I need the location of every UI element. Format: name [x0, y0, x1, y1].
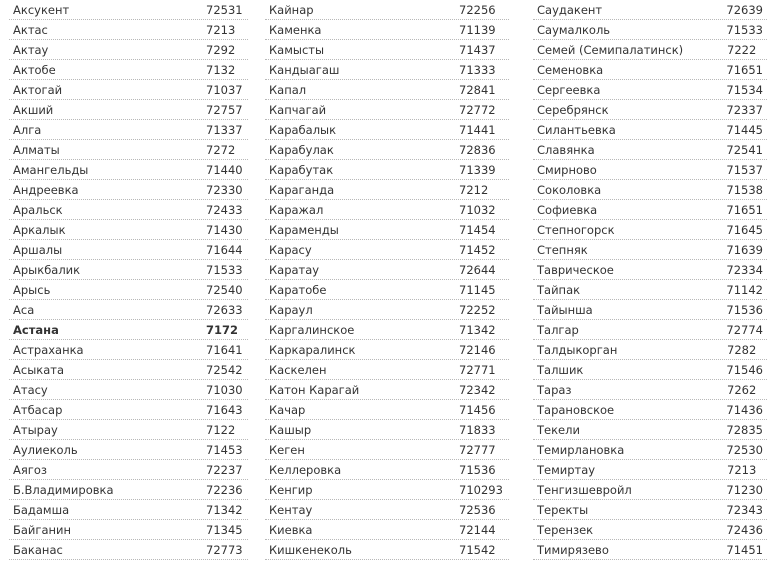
- directory-row: [9, 0, 248, 20]
- city-name: Аулиеколь: [13, 443, 78, 457]
- directory-row: [265, 20, 509, 40]
- directory-row: [265, 260, 509, 280]
- directory-row: [533, 540, 767, 560]
- city-name: Темиртау: [537, 463, 596, 477]
- directory-row: [9, 300, 248, 320]
- dialing-code: 72771: [459, 363, 496, 377]
- dialing-code: 71230: [726, 483, 763, 497]
- directory-row: [9, 460, 248, 480]
- city-name: Караганда: [269, 183, 335, 197]
- city-name: Арыкбалик: [13, 263, 81, 277]
- directory-row: [533, 120, 767, 140]
- city-name: Астана: [13, 323, 59, 337]
- city-name: Тайпак: [537, 283, 581, 297]
- directory-row: [9, 60, 248, 80]
- directory-row: [9, 240, 248, 260]
- directory-row: [533, 320, 767, 340]
- city-name: Бадамша: [13, 503, 70, 517]
- city-name: Андреевка: [13, 183, 79, 197]
- city-name: Аркалык: [13, 223, 66, 237]
- city-name: Тараз: [537, 383, 572, 397]
- directory-row: [9, 540, 248, 560]
- directory-row: [533, 480, 767, 500]
- directory-row: [533, 0, 767, 20]
- dialing-code: 71538: [726, 183, 763, 197]
- dialing-code: 72541: [726, 143, 763, 157]
- dialing-code: 72252: [459, 303, 496, 317]
- city-name: Степняк: [537, 243, 588, 257]
- directory-row: [9, 420, 248, 440]
- dialing-code: 71651: [726, 203, 763, 217]
- directory-column-3: [533, 0, 767, 560]
- dialing-code: 72772: [459, 103, 496, 117]
- city-name: Тайынша: [537, 303, 593, 317]
- dialing-code: 72337: [726, 103, 763, 117]
- dialing-code: 71441: [459, 123, 496, 137]
- dialing-code: 71139: [459, 23, 496, 37]
- city-name: Карасу: [269, 243, 312, 257]
- city-name: Караменды: [269, 223, 339, 237]
- city-name: Каражал: [269, 203, 324, 217]
- city-name: Талгар: [537, 323, 579, 337]
- dialing-code: 7132: [206, 63, 236, 77]
- directory-row: [533, 460, 767, 480]
- dialing-code: 71145: [459, 283, 496, 297]
- city-name: Тенгизшевройл: [537, 483, 632, 497]
- dialing-code: 71533: [206, 263, 243, 277]
- dialing-code: 71437: [459, 43, 496, 57]
- dialing-code: 71339: [459, 163, 496, 177]
- dialing-code: 72841: [459, 83, 496, 97]
- dialing-code: 72639: [726, 3, 763, 17]
- city-name: Караул: [269, 303, 313, 317]
- city-name: Камысты: [269, 43, 325, 57]
- city-name: Атасу: [13, 383, 48, 397]
- city-name: Аягоз: [13, 463, 47, 477]
- city-name: Тарановское: [537, 403, 615, 417]
- dialing-code: 71534: [726, 83, 763, 97]
- directory-row: [265, 140, 509, 160]
- dialing-code: 72542: [206, 363, 243, 377]
- city-name: Талдыкорган: [537, 343, 618, 357]
- city-name: Кентау: [269, 503, 313, 517]
- directory-row: [9, 260, 248, 280]
- dialing-code: 72633: [206, 303, 243, 317]
- dialing-code: 72836: [459, 143, 496, 157]
- city-name: Акший: [13, 103, 54, 117]
- dialing-code: 71333: [459, 63, 496, 77]
- dialing-code: 72777: [459, 443, 496, 457]
- dialing-code: 71639: [726, 243, 763, 257]
- directory-row: [265, 340, 509, 360]
- city-name: Семеновка: [537, 63, 604, 77]
- city-name: Каратобе: [269, 283, 327, 297]
- dialing-code: 71451: [726, 543, 763, 557]
- city-name: Катон Карагай: [269, 383, 360, 397]
- dialing-code: 72343: [726, 503, 763, 517]
- directory-row: [533, 140, 767, 160]
- directory-row: [533, 180, 767, 200]
- city-name: Соколовка: [537, 183, 602, 197]
- dialing-code: 71533: [726, 23, 763, 37]
- city-name: Текели: [537, 423, 580, 437]
- city-name: Каргалинское: [269, 323, 355, 337]
- dialing-code: 7122: [206, 423, 236, 437]
- dialing-code: 710293: [459, 483, 503, 497]
- directory-row: [9, 320, 248, 340]
- city-name: Каскелен: [269, 363, 327, 377]
- city-name: Келлеровка: [269, 463, 342, 477]
- city-name: Каратау: [269, 263, 320, 277]
- dialing-code: 72342: [459, 383, 496, 397]
- city-name: Аса: [13, 303, 35, 317]
- dialing-code: 71536: [726, 303, 763, 317]
- directory-row: [533, 20, 767, 40]
- directory-row: [9, 120, 248, 140]
- dialing-code: 71453: [206, 443, 243, 457]
- dialing-code: 72774: [726, 323, 763, 337]
- directory-row: [265, 220, 509, 240]
- directory-row: [9, 280, 248, 300]
- dialing-code: 72146: [459, 343, 496, 357]
- city-name: Аральск: [13, 203, 63, 217]
- city-name: Карабалык: [269, 123, 337, 137]
- directory-row: [9, 340, 248, 360]
- dialing-code: 7212: [459, 183, 489, 197]
- city-name: Степногорск: [537, 223, 615, 237]
- city-name: Кенгир: [269, 483, 313, 497]
- dialing-code: 71445: [726, 123, 763, 137]
- directory-row: [533, 260, 767, 280]
- city-name: Асыката: [13, 363, 65, 377]
- city-name: Кайнар: [269, 3, 314, 17]
- city-name: Карабулак: [269, 143, 334, 157]
- directory-row: [9, 520, 248, 540]
- city-name: Качар: [269, 403, 306, 417]
- city-name: Алга: [13, 123, 42, 137]
- dialing-code: 72436: [726, 523, 763, 537]
- dialing-code: 72757: [206, 103, 243, 117]
- city-name: Байганин: [13, 523, 72, 537]
- city-name: Капчагай: [269, 103, 327, 117]
- directory-row: [9, 100, 248, 120]
- directory-row: [533, 340, 767, 360]
- city-name: Силантьевка: [537, 123, 616, 137]
- directory-row: [533, 420, 767, 440]
- dialing-code: 7213: [206, 23, 236, 37]
- directory-row: [533, 300, 767, 320]
- dialing-code: 71456: [459, 403, 496, 417]
- directory-row: [533, 220, 767, 240]
- directory-row: [533, 40, 767, 60]
- dialing-code: 71452: [459, 243, 496, 257]
- dialing-code: 71643: [206, 403, 243, 417]
- city-name: Тимирязево: [537, 543, 609, 557]
- directory-row: [9, 40, 248, 60]
- city-name: Таврическое: [537, 263, 614, 277]
- city-name: Терензек: [537, 523, 594, 537]
- directory-row: [265, 320, 509, 340]
- city-name: Алматы: [13, 143, 60, 157]
- directory-row: [265, 540, 509, 560]
- city-name: Аршалы: [13, 243, 63, 257]
- dialing-code: 72433: [206, 203, 243, 217]
- dialing-code: 72530: [726, 443, 763, 457]
- dialing-code: 7292: [206, 43, 236, 57]
- directory-row: [9, 400, 248, 420]
- dialing-code: 7213: [727, 463, 757, 477]
- city-name: Атбасар: [13, 403, 63, 417]
- directory-row: [265, 180, 509, 200]
- directory-row: [265, 520, 509, 540]
- city-name: Актогай: [13, 83, 63, 97]
- dialing-code: 72330: [206, 183, 243, 197]
- dialing-code: 71032: [459, 203, 496, 217]
- city-name: Смирново: [537, 163, 597, 177]
- city-name: Кашыр: [269, 423, 312, 437]
- dialing-code: 71440: [206, 163, 243, 177]
- dialing-code: 72531: [206, 3, 243, 17]
- directory-row: [265, 300, 509, 320]
- city-name: Семей (Семипалатинск): [537, 43, 684, 57]
- dialing-code: 72835: [726, 423, 763, 437]
- directory-row: [265, 0, 509, 20]
- directory-row: [9, 20, 248, 40]
- directory-row: [9, 380, 248, 400]
- directory-row: [533, 80, 767, 100]
- directory-row: [9, 160, 248, 180]
- directory-row: [9, 180, 248, 200]
- dialing-code: 71342: [206, 503, 243, 517]
- directory-row: [533, 60, 767, 80]
- directory-row: [533, 400, 767, 420]
- city-name: Актас: [13, 23, 48, 37]
- directory-column-1: [9, 0, 248, 560]
- dialing-code: 71645: [726, 223, 763, 237]
- directory-row: [533, 380, 767, 400]
- directory-row: [9, 200, 248, 220]
- city-name: Актау: [13, 43, 49, 57]
- city-name: Амангельды: [13, 163, 89, 177]
- dialing-code: 71542: [459, 543, 496, 557]
- city-name: Аксукент: [13, 3, 70, 17]
- directory-row: [265, 280, 509, 300]
- dialing-code: 71037: [206, 83, 243, 97]
- directory-row: [533, 500, 767, 520]
- city-name: Саудакент: [537, 3, 603, 17]
- dialing-code: 7262: [727, 383, 757, 397]
- directory-row: [9, 500, 248, 520]
- dialing-code: 7282: [727, 343, 757, 357]
- dialing-code: 72773: [206, 543, 243, 557]
- city-name: Темирлановка: [537, 443, 625, 457]
- directory-row: [265, 480, 509, 500]
- city-name: Серебрянск: [537, 103, 609, 117]
- dialing-code: 71641: [206, 343, 243, 357]
- city-name: Славянка: [537, 143, 595, 157]
- directory-row: [533, 440, 767, 460]
- directory-row: [265, 100, 509, 120]
- directory-row: [9, 140, 248, 160]
- directory-row: [9, 480, 248, 500]
- dialing-code: 71436: [726, 403, 763, 417]
- directory-row: [9, 440, 248, 460]
- directory-row: [265, 40, 509, 60]
- city-name: Актобе: [13, 63, 56, 77]
- dialing-code: 71142: [726, 283, 763, 297]
- dialing-code: 72644: [459, 263, 496, 277]
- directory-row: [265, 120, 509, 140]
- city-name: Кеген: [269, 443, 305, 457]
- city-name: Сергеевка: [537, 83, 601, 97]
- directory-row: [533, 100, 767, 120]
- directory-row: [265, 240, 509, 260]
- city-name: Талшик: [537, 363, 584, 377]
- directory-row: [533, 520, 767, 540]
- city-name: Саумалколь: [537, 23, 611, 37]
- dialing-code: 72334: [726, 263, 763, 277]
- directory-row: [9, 220, 248, 240]
- city-name: Каменка: [269, 23, 322, 37]
- directory-row: [265, 400, 509, 420]
- dialing-code: 72540: [206, 283, 243, 297]
- dialing-code: 7272: [206, 143, 236, 157]
- city-name: Софиевка: [537, 203, 598, 217]
- city-name: Атырау: [13, 423, 58, 437]
- city-name: Кандыагаш: [269, 63, 340, 77]
- directory-row: [265, 500, 509, 520]
- directory-row: [533, 160, 767, 180]
- dialing-code: 72236: [206, 483, 243, 497]
- city-name: Баканас: [13, 543, 63, 557]
- city-name: Арысь: [13, 283, 51, 297]
- directory-row: [265, 420, 509, 440]
- directory-row: [265, 380, 509, 400]
- directory-row: [265, 360, 509, 380]
- city-name: Капал: [269, 83, 307, 97]
- city-name: Карабутак: [269, 163, 334, 177]
- city-name: Кишкенеколь: [269, 543, 352, 557]
- directory-row: [533, 200, 767, 220]
- dialing-code: 71833: [459, 423, 496, 437]
- dialing-code: 72256: [459, 3, 496, 17]
- dialing-code: 7222: [727, 43, 757, 57]
- dialing-code: 71430: [206, 223, 243, 237]
- directory-row: [265, 460, 509, 480]
- dialing-code: 71345: [206, 523, 243, 537]
- dialing-code: 71454: [459, 223, 496, 237]
- directory-row: [265, 160, 509, 180]
- dialing-code: 71546: [726, 363, 763, 377]
- dialing-code: 72237: [206, 463, 243, 477]
- dialing-code: 71342: [459, 323, 496, 337]
- dialing-code: 7172: [206, 323, 239, 337]
- dialing-code: 71537: [726, 163, 763, 177]
- directory-column-2: [265, 0, 509, 560]
- city-name: Каркаралинск: [269, 343, 356, 357]
- directory-row: [9, 80, 248, 100]
- directory-row: [9, 360, 248, 380]
- dialing-code: 71536: [459, 463, 496, 477]
- dialing-code: 72536: [459, 503, 496, 517]
- dialing-code: 71651: [726, 63, 763, 77]
- dialing-code: 71644: [206, 243, 243, 257]
- directory-row: [265, 60, 509, 80]
- directory-row: [265, 200, 509, 220]
- dialing-code: 72144: [459, 523, 496, 537]
- city-name: Астраханка: [13, 343, 84, 357]
- city-name: Теректы: [537, 503, 589, 517]
- directory-row: [533, 240, 767, 260]
- directory-row: [533, 280, 767, 300]
- directory-row: [265, 440, 509, 460]
- city-name: Б.Владимировка: [13, 483, 114, 497]
- city-name: Киевка: [269, 523, 313, 537]
- directory-row: [265, 80, 509, 100]
- directory-row: [533, 360, 767, 380]
- dialing-code: 71030: [206, 383, 243, 397]
- dialing-code: 71337: [206, 123, 243, 137]
